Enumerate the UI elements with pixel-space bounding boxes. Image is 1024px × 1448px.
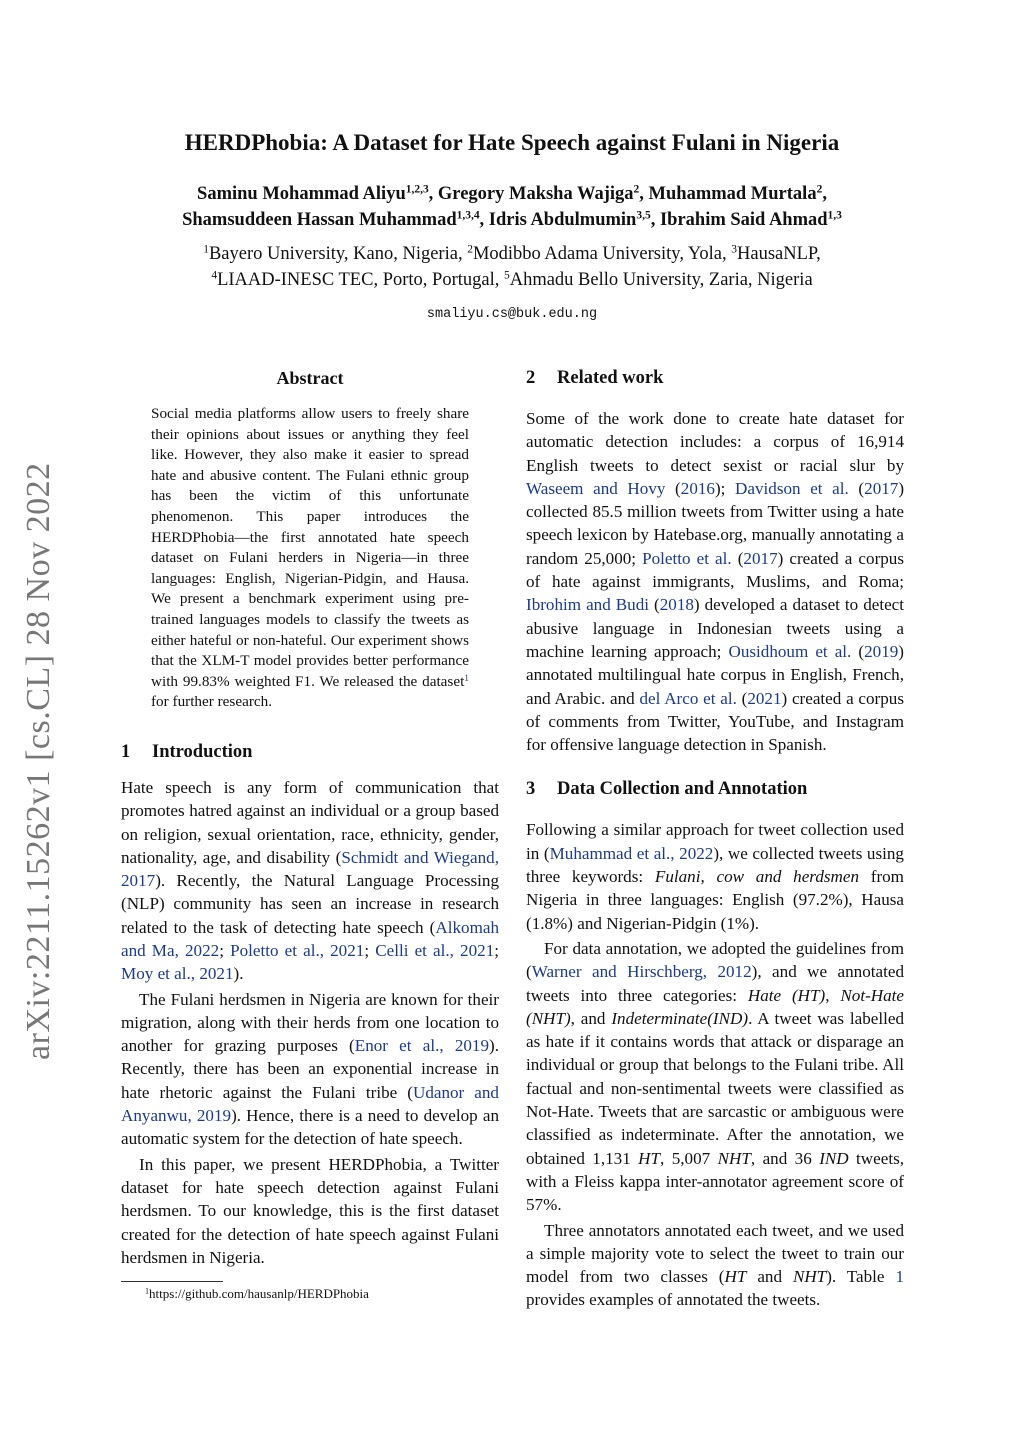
- citation-link[interactable]: Alkomah and Ma, 2022: [121, 917, 499, 960]
- author-name: Saminu Mohammad Aliyu: [197, 184, 406, 204]
- paragraph: For data annotation, we adopted the guidelines from (Warner and Hirschberg, 2012), and we annotated tweets into three categories: Hate (HT), Not-Hate (NHT), and Indeterminate(IND). A tweet was labelled as hate if it contains words that attack or disparage an individual or group that belongs to the Fulani tribe. All factual and non-sentimental tweets were classified as Not-Hate. Tweets that are sarcastic or ambiguous were classified as indeterminate. After the annotation, we obtained 1,131 HT, 5,007 NHT, and 36 IND tweets, with a Fleiss kappa inter-annotator agreement score of 57%.: [526, 938, 905, 1215]
- paragraph: In this paper, we present HERDPhobia, a Twitter dataset for hate speech detection against Fulani herdsmen. To our knowledge, this is the first dataset created for the detection of hate speech against Fulani herdsmen in Nigeria.: [121, 1154, 499, 1267]
- citation-link[interactable]: Celli et al., 2021: [375, 940, 495, 960]
- paragraph: Some of the work done to create hate dataset for automatic detection includes: a corpus of 16,914 English tweets to detect sexist or racial slur by Waseem and Hovy (2016); Davidson et al. (2017) collected 85.5 million tweets from Twitter using a hate speech lexicon by Hatebase.org, manually annotating a random 25,000; Poletto et al. (2017) created a corpus of hate against immigrants, Muslims, and Roma; Ibrohim and Budi (2018) developed a dataset to detect abusive language in Indonesian tweets using a machine learning approach; Ousidhoum et al. (2019) annotated multilingual hate corpus in English, French, and Arabic. and del Arco et al. (2021) created a corpus of comments from Twitter, YouTube, and Instagram for offensive language detection in Spanish.: [526, 409, 905, 755]
- author-name: Gregory Maksha Wajiga: [437, 184, 634, 204]
- affiliation-name: Modibbo Adama University, Yola,: [472, 244, 732, 264]
- author-affiliation-mark: 2: [816, 183, 823, 196]
- author-name: Muhammad Murtala: [648, 184, 817, 204]
- citation-link[interactable]: 2017: [743, 548, 778, 568]
- author-line: Shamsuddeen Hassan Muhammad$^{1,3,4}$, Idris Abdulmumin$^{3,5}$, Ibrahim Said Ahmad$^{1,3}$: [182, 209, 842, 230]
- affiliation-mark: 1: [203, 243, 209, 256]
- emphasis-text: NHT: [792, 1267, 827, 1287]
- abstract-tail: for further research.: [151, 693, 273, 711]
- paragraph: Three annotators annotated each tweet, and we used a simple majority vote to select the tweet to train our model from two classes (HT and NHT). Table 1 provides examples of annotated the tweets.: [526, 1220, 904, 1310]
- author-affiliation-mark: 3,5: [636, 209, 651, 222]
- author-affiliation-mark: 1,2,3: [405, 183, 429, 196]
- affiliation-mark: 4: [211, 269, 218, 282]
- citation-link[interactable]: Moy et al., 2021: [121, 964, 234, 984]
- emphasis-text: Indeterminate(IND): [611, 1008, 749, 1028]
- arxiv-stamp: arXiv:2211.15262v1 [cs.CL] 28 Nov 2022: [20, 462, 57, 1060]
- footnote: [145, 1286, 499, 1302]
- emphasis-text: Hate (HT): [747, 985, 826, 1005]
- affiliation-name: HausaNLP,: [737, 244, 821, 264]
- citation-link[interactable]: Davidson et al.: [735, 478, 849, 498]
- author-affiliation-mark: 2: [633, 183, 640, 196]
- affiliation-line: [0, 267, 1024, 293]
- citation-link[interactable]: 2016: [680, 478, 715, 498]
- citation-link[interactable]: 2021: [747, 688, 782, 708]
- author-list: [0, 181, 1024, 233]
- affiliation-mark: 5: [503, 269, 510, 282]
- citation-link[interactable]: Ousidhoum et al.: [728, 641, 852, 661]
- abstract-heading: Abstract: [276, 368, 344, 388]
- right-column: [526, 366, 904, 1312]
- footnote-rule: [121, 1281, 223, 1282]
- affiliation-name: Ahmadu Bello University, Zaria, Nigeria: [509, 270, 813, 290]
- section-number: 3: [526, 779, 536, 800]
- affiliation-name: LIAAD-INESC TEC, Porto, Portugal,: [217, 270, 504, 290]
- citation-link[interactable]: Enor et al., 2019: [354, 1036, 490, 1056]
- left-column: [121, 366, 499, 1302]
- affiliation-mark: 2: [467, 243, 473, 256]
- citation-link[interactable]: 1: [895, 1267, 904, 1287]
- emphasis-text: IND: [819, 1148, 849, 1168]
- citation-link[interactable]: Waseem and Hovy: [526, 478, 666, 498]
- paper-title: HERDPhobia: A Dataset for Hate Speech against Fulani in Nigeria: [184, 130, 840, 155]
- affiliation-mark: 3: [731, 243, 737, 256]
- affiliations: [0, 241, 1024, 293]
- section-heading-related-work: [526, 366, 904, 390]
- author-affiliation-mark: 1,3: [827, 209, 842, 222]
- affiliation-name: Bayero University, Kano, Nigeria,: [208, 244, 468, 264]
- author-name: Shamsuddeen Hassan Muhammad: [182, 210, 457, 230]
- footnote-url[interactable]: https://github.com/hausanlp/HERDPhobia: [149, 1286, 369, 1302]
- citation-link[interactable]: Warner and Hirschberg, 2012: [531, 962, 752, 982]
- emphasis-text: NHT: [717, 1148, 751, 1168]
- section-title: Introduction: [152, 741, 253, 762]
- emphasis-text: Not-Hate (NHT): [526, 985, 904, 1028]
- citation-link[interactable]: del Arco et al.: [639, 688, 737, 708]
- paragraph: Hate speech is any form of communication that promotes hatred against an individual or a group based on religion, sexual orientation, race, ethnicity, gender, nationality, age, and disability (Schmidt and Wiegand, 2017). Recently, the Natural Language Processing (NLP) community has seen an increase in research related to the task of detecting hate speech (Alkomah and Ma, 2022; Poletto et al., 2021; Celli et al., 2021; Moy et al., 2021).: [121, 777, 499, 984]
- citation-link[interactable]: Ibrohim and Budi: [526, 595, 650, 615]
- section-heading-introduction: [121, 740, 499, 764]
- section-number: 1: [121, 741, 131, 762]
- affiliation-line: [0, 241, 1024, 267]
- citation-link[interactable]: Udanor and Anyanwu, 2019: [121, 1082, 499, 1126]
- emphasis-text: Fulani, cow and herdsmen: [654, 867, 859, 887]
- section-heading-data-collection: [526, 777, 904, 801]
- section-title: Related work: [557, 368, 664, 388]
- footnote-link[interactable]: 1: [464, 673, 469, 684]
- citation-link[interactable]: 2018: [659, 595, 694, 615]
- author-line: Saminu Mohammad Aliyu$^{1,2,3}$, Gregory Maksha Wajiga$^2$, Muhammad Murtala$^2$,: [197, 183, 827, 204]
- emphasis-text: HT: [724, 1267, 747, 1287]
- citation-link[interactable]: Schmidt and Wiegand, 2017: [121, 847, 499, 891]
- author-name: Ibrahim Said Ahmad: [659, 210, 828, 230]
- citation-link[interactable]: Poletto et al.: [642, 548, 732, 568]
- paragraph: The Fulani herdsmen in Nigeria are known for their migration, along with their herds from one location to another for grazing purposes (Enor et al., 2019). Recently, there has been an exponential increase in hate rhetoric against the Fulani tribe (Udanor and Anyanwu, 2019). Hence, there is a need to develop an automatic system for the detection of hate speech.: [121, 989, 499, 1149]
- footnote-mark: 1: [145, 1286, 150, 1296]
- paragraph: Following a similar approach for tweet collection used in (Muhammad et al., 2022), we collected tweets using three keywords: Fulani, cow and herdsmen from Nigeria in three languages: English (97.2%), Hausa (1.8%) and Nigerian-Pidgin (1%).: [526, 820, 904, 933]
- contact-email[interactable]: smaliyu.cs@buk.edu.ng: [426, 307, 598, 322]
- author-affiliation-mark: 1,3,4: [456, 209, 480, 222]
- citation-link[interactable]: Muhammad et al., 2022: [549, 843, 714, 863]
- citation-link[interactable]: 2017: [864, 478, 899, 498]
- citation-link[interactable]: Poletto et al., 2021: [230, 940, 365, 960]
- emphasis-text: HT: [638, 1148, 661, 1168]
- section-title: Data Collection and Annotation: [557, 779, 808, 800]
- section-number: 2: [526, 368, 536, 388]
- abstract-body: Social media platforms allow users to freely share their opinions about issues or anything they feel like. However, they also make it easier to spread hate and abusive content. The Fulani ethnic group has been the victim of this unfortunate phenomenon. This paper introduces the HERDPhobia—the first annotated hate speech dataset on Fulani herders in Nigeria—in three languages: English, Nigerian-Pidgin, and Hausa. We present a benchmark experiment using pre-trained languages models to classify the tweets as either hateful or non-hateful. Our experiment shows that the XLM-T model provides better performance with 99.83% weighted F1. We released the dataset: [151, 405, 469, 690]
- citation-link[interactable]: 2019: [864, 641, 899, 661]
- author-name: Idris Abdulmumin: [488, 210, 637, 230]
- abstract-text: [151, 404, 469, 713]
